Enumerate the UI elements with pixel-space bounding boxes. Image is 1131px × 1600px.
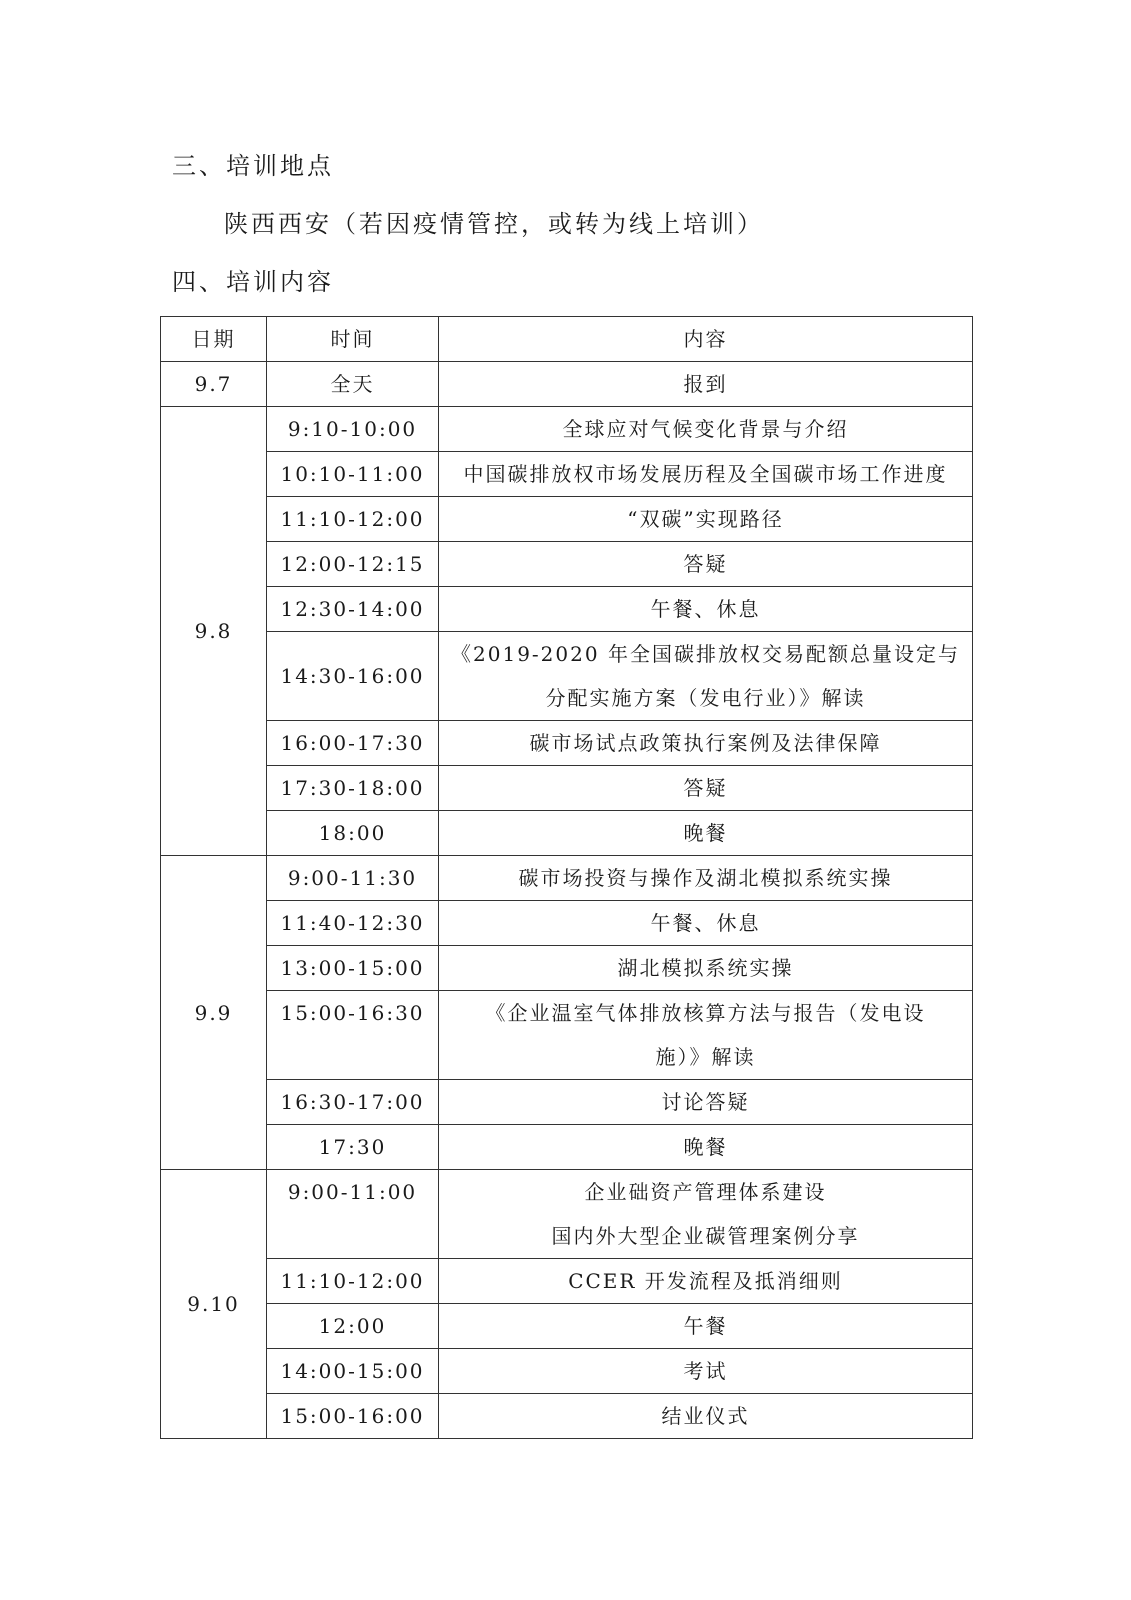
- content-cell: 午餐: [439, 1304, 973, 1349]
- content-cell: 考试: [439, 1349, 973, 1394]
- time-cell: 11:10-12:00: [267, 497, 439, 542]
- table-row: [161, 1394, 973, 1439]
- section-4-heading: 四、培训内容: [172, 268, 334, 296]
- content-cell: 讨论答疑: [439, 1080, 973, 1125]
- table-row: [161, 1349, 973, 1394]
- time-cell: 12:00-12:15: [267, 542, 439, 587]
- time-cell: 9:00-11:30: [267, 856, 439, 901]
- table-row: [161, 991, 973, 1080]
- content-cell: [439, 632, 973, 721]
- header-date: 日期: [161, 317, 267, 362]
- table-row: [161, 1304, 973, 1349]
- content-cell: 答疑: [439, 542, 973, 587]
- content-cell: 晚餐: [439, 811, 973, 856]
- table-row: [161, 497, 973, 542]
- content-line: 企业础资产管理体系建设: [584, 1180, 827, 1204]
- time-cell: 13:00-15:00: [267, 946, 439, 991]
- content-line: 施）》解读: [655, 1045, 756, 1069]
- table-row: [161, 811, 973, 856]
- content-cell: CCER 开发流程及抵消细则: [439, 1259, 973, 1304]
- date-cell: 9.10: [161, 1170, 267, 1439]
- table-row: [161, 1125, 973, 1170]
- content-cell: 中国碳排放权市场发展历程及全国碳市场工作进度: [439, 452, 973, 497]
- table-row: [161, 766, 973, 811]
- time-cell: 9:00-11:00: [267, 1170, 439, 1259]
- date-cell: 9.9: [161, 856, 267, 1170]
- table-row: [161, 362, 973, 407]
- content-cell: 结业仪式: [439, 1394, 973, 1439]
- time-cell: 17:30: [267, 1125, 439, 1170]
- content-cell: 午餐、休息: [439, 587, 973, 632]
- training-location: 陕西西安（若因疫情管控，或转为线上培训）: [224, 210, 764, 238]
- table-row: [161, 856, 973, 901]
- table-row: [161, 407, 973, 452]
- time-cell: 11:10-12:00: [267, 1259, 439, 1304]
- content-line: 《2019-2020 年全国碳排放权交易配额总量设定与: [451, 642, 960, 666]
- time-cell: 14:30-16:00: [267, 632, 439, 721]
- header-content: 内容: [439, 317, 973, 362]
- content-cell: 全球应对气候变化背景与介绍: [439, 407, 973, 452]
- content-cell: 碳市场投资与操作及湖北模拟系统实操: [439, 856, 973, 901]
- schedule-table-body: [161, 317, 973, 1439]
- content-cell: 报到: [439, 362, 973, 407]
- time-cell: 15:00-16:00: [267, 1394, 439, 1439]
- table-row: [161, 1259, 973, 1304]
- date-cell: 9.7: [161, 362, 267, 407]
- content-cell: 湖北模拟系统实操: [439, 946, 973, 991]
- time-cell: 11:40-12:30: [267, 901, 439, 946]
- table-row: [161, 721, 973, 766]
- time-cell: 18:00: [267, 811, 439, 856]
- time-cell: 9:10-10:00: [267, 407, 439, 452]
- table-row: [161, 542, 973, 587]
- table-row: [161, 632, 973, 721]
- content-cell: “双碳”实现路径: [439, 497, 973, 542]
- time-cell: 12:30-14:00: [267, 587, 439, 632]
- section-3-heading: 三、培训地点: [172, 152, 334, 180]
- time-cell: 10:10-11:00: [267, 452, 439, 497]
- time-cell: 16:00-17:30: [267, 721, 439, 766]
- content-cell: 碳市场试点政策执行案例及法律保障: [439, 721, 973, 766]
- table-row: [161, 452, 973, 497]
- content-cell: [439, 1170, 973, 1259]
- schedule-table: [160, 316, 973, 1439]
- time-cell: 15:00-16:30: [267, 991, 439, 1080]
- content-line: 分配实施方案（发电行业）》解读: [545, 686, 866, 710]
- content-cell: 答疑: [439, 766, 973, 811]
- table-row: [161, 587, 973, 632]
- content-cell: 午餐、休息: [439, 901, 973, 946]
- content-line: 《企业温室气体排放核算方法与报告（发电设: [485, 1001, 926, 1025]
- content-cell: 晚餐: [439, 1125, 973, 1170]
- date-cell: 9.8: [161, 407, 267, 856]
- content-cell: [439, 991, 973, 1080]
- time-cell: 14:00-15:00: [267, 1349, 439, 1394]
- time-cell: 16:30-17:00: [267, 1080, 439, 1125]
- table-header-row: [161, 317, 973, 362]
- time-cell: 17:30-18:00: [267, 766, 439, 811]
- table-row: [161, 901, 973, 946]
- table-row: [161, 1170, 973, 1259]
- table-row: [161, 946, 973, 991]
- header-time: 时间: [267, 317, 439, 362]
- time-cell: 全天: [267, 362, 439, 407]
- content-line: 国内外大型企业碳管理案例分享: [551, 1224, 860, 1248]
- time-cell: 12:00: [267, 1304, 439, 1349]
- table-row: [161, 1080, 973, 1125]
